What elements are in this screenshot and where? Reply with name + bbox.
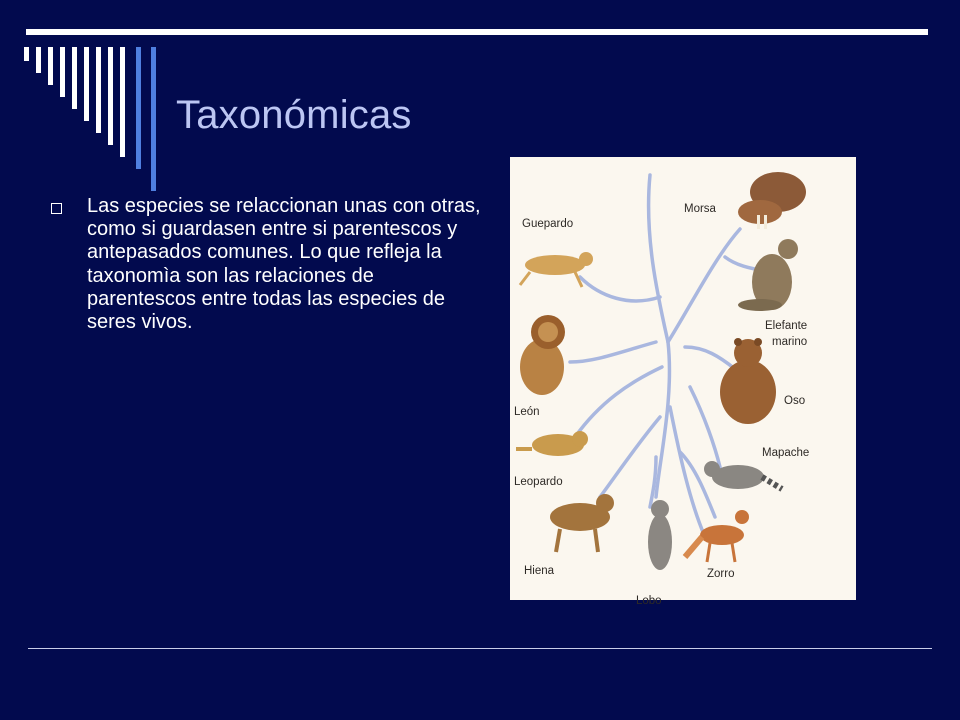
decor-bar <box>136 47 141 169</box>
branch-mapache <box>690 387 720 467</box>
decor-bar <box>108 47 113 145</box>
branch-oso <box>685 347 735 369</box>
label-hiena: Hiena <box>524 565 555 577</box>
walrus-illustration <box>738 172 806 229</box>
decor-bar <box>120 47 125 157</box>
hyena-illustration <box>550 494 614 552</box>
bear-illustration <box>720 338 776 424</box>
bottom-rule <box>28 648 932 649</box>
branch-zorro <box>670 407 705 537</box>
decor-bar <box>36 47 41 73</box>
label-lobo: Lobo <box>636 595 662 607</box>
wolf-illustration <box>648 500 672 570</box>
lion-illustration <box>520 315 565 395</box>
phylogeny-svg <box>510 157 856 607</box>
decor-bar <box>48 47 53 85</box>
bullet-marker <box>51 203 62 214</box>
label-zorro: Zorro <box>707 568 735 580</box>
branch-caniforms <box>668 229 740 342</box>
label-elefante-line2: marino <box>772 336 808 348</box>
branch-lobo <box>650 457 656 507</box>
trunk <box>649 175 670 497</box>
label-mapache: Mapache <box>762 447 810 459</box>
label-leon: León <box>514 406 540 418</box>
branch-leopardo <box>575 367 662 437</box>
label-elefante-line1: Elefante <box>765 320 808 332</box>
seal-illustration <box>738 239 798 311</box>
label-leopardo: Leopardo <box>514 476 563 488</box>
decor-bar <box>60 47 65 97</box>
raccoon-illustration <box>704 461 782 489</box>
decor-bar <box>72 47 77 109</box>
decor-bar <box>84 47 89 121</box>
phylogeny-figure <box>510 157 856 607</box>
branch-leon <box>570 342 656 362</box>
cheetah-illustration <box>520 252 593 287</box>
fox-illustration <box>685 510 749 562</box>
decor-bar <box>96 47 101 133</box>
slide-title: Taxonómicas <box>176 93 412 137</box>
label-oso: Oso <box>784 395 806 407</box>
decor-bar <box>151 47 156 191</box>
label-guepardo: Guepardo <box>522 218 574 230</box>
top-rule <box>26 29 928 35</box>
label-morsa: Morsa <box>684 203 716 215</box>
leopard-illustration <box>516 431 588 456</box>
bullet-text: Las especies se relaccionan unas con otras, como si guardasen entre si parentescos y antepasados comunes. Lo que refleja la taxonomìa son las relaciones de parentescos entre todas las especies de seres vivos. <box>87 195 481 334</box>
branch-guepardo <box>580 277 660 301</box>
branch-hiena <box>600 417 660 497</box>
decor-bar <box>24 47 29 61</box>
